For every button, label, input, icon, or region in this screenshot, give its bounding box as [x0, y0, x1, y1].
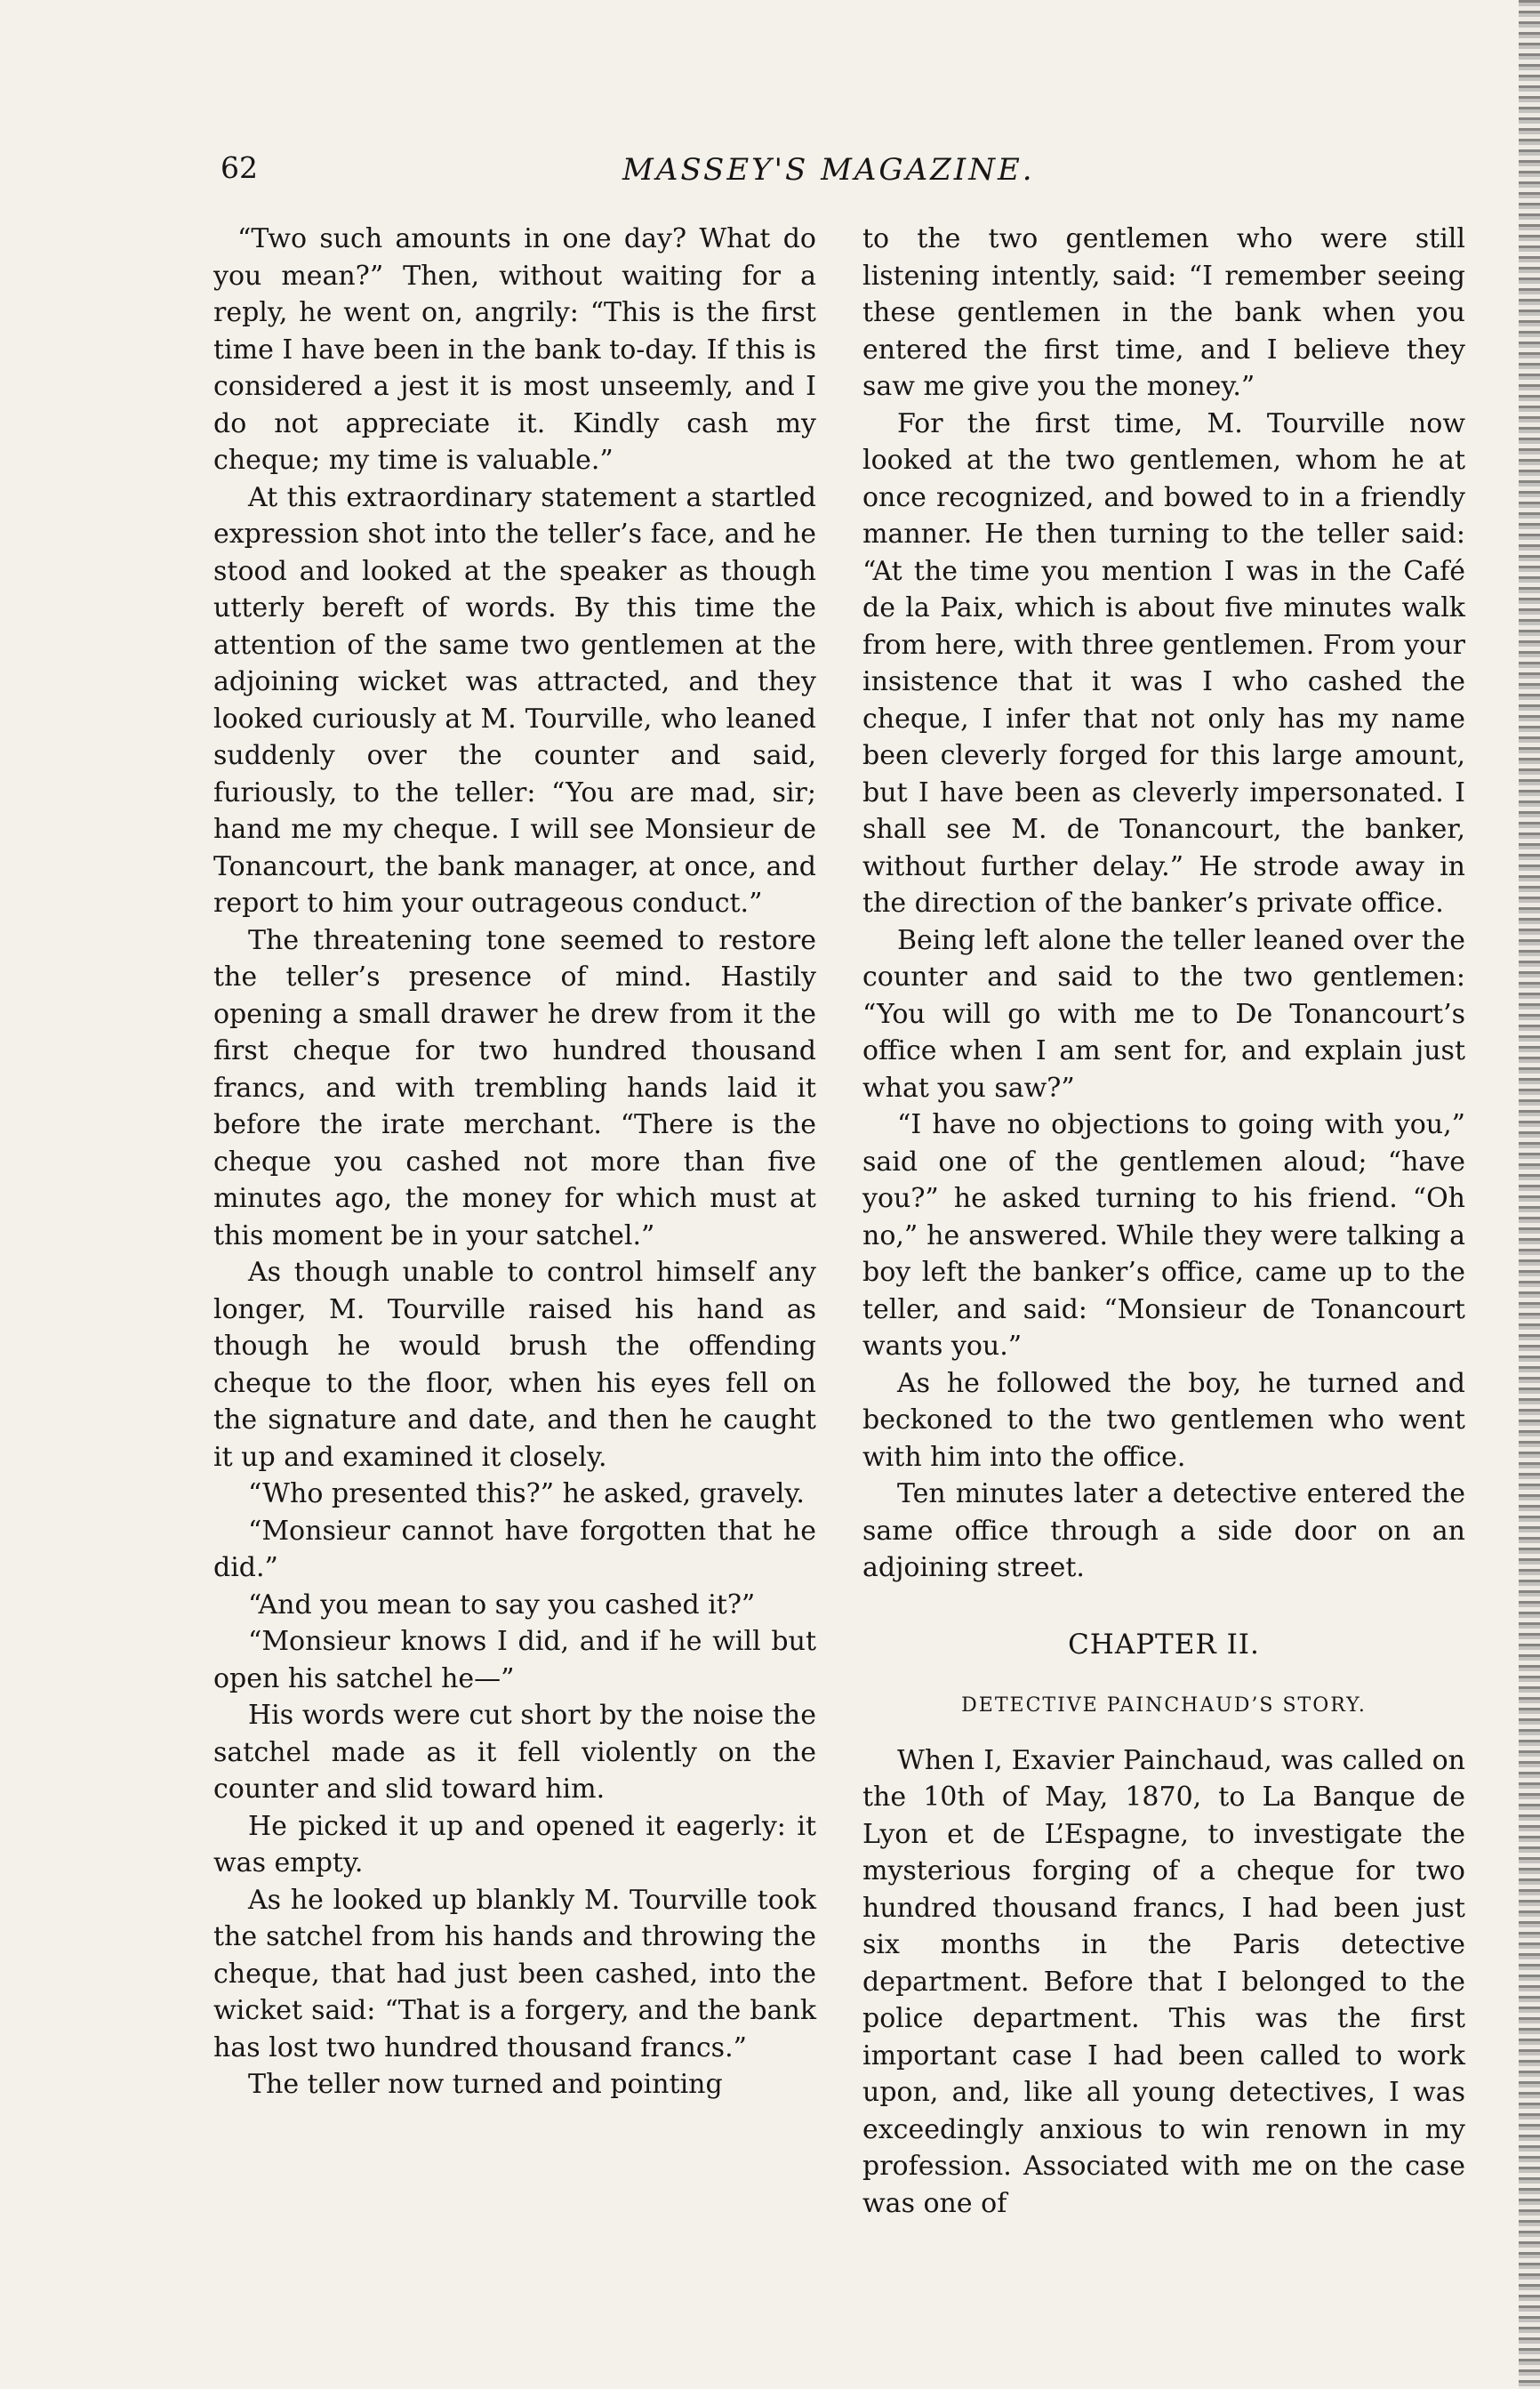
page-edge-scan	[1519, 0, 1540, 2389]
chapter-subtitle: DETECTIVE PAINCHAUD’S STORY.	[961, 1693, 1367, 1717]
chapter-heading: CHAPTER II.	[1068, 1628, 1260, 1661]
paragraph: The threatening tone seemed to restore the teller’s presence of mind. Hastily opening a small drawer he drew from it the first cheque for two hundred thousand francs, and with trembling hands laid it before the irate merchant. “There is the cheque you cashed not more than five minutes ago, the money for which must at this moment be in your satchel.”	[213, 924, 816, 1251]
paragraph: As though unable to control himself any longer, M. Tourville raised his hand as though he would brush the offending cheque to the floor, when his eyes fell on the signature and date, and then he caught it up and examined it closely.	[213, 1257, 816, 1473]
paragraph: As he followed the boy, he turned and beckoned to the two gentlemen who went with him into the office.	[862, 1367, 1465, 1473]
left-column	[213, 221, 816, 2103]
paragraph: Ten minutes later a detective entered the same office through a side door on an adjoining street.	[862, 1478, 1465, 1583]
paragraph: When I, Exavier Painchaud, was called on the 10th of May, 1870, to La Banque de Lyon et de L’Espagne, to investigate the mysterious forging of a cheque for two hundred thousand francs, I had been just six months in the Paris detective department. Before that I belonged to the police department. This was the first important case I had been called to work upon, and, like all young detectives, I was exceedingly anxious to win renown in my profession. Associated with me on the case was one of	[862, 1744, 1465, 2219]
running-title: MASSEY'S MAGAZINE.	[622, 152, 1035, 188]
page-number: 62	[221, 150, 258, 185]
paragraph: His words were cut short by the noise the satchel made as it fell violently on the counter and slid toward him.	[213, 1700, 816, 1805]
paragraph: “Who presented this?” he asked, gravely.	[248, 1478, 805, 1509]
paragraph: Being left alone the teller leaned over the counter and said to the two gentlemen: “You will go with me to De Tonancourt’s office when I am sent for, and explain just what you saw?”	[862, 924, 1465, 1104]
paragraph: “Two such amounts in one day? What do you mean?” Then, without waiting for a reply, he went on, angrily: “This is the first time I have been in the bank to-day. If this is considered a jest it is most unseemly, and I do not appreciate it. Kindly cash my cheque; my time is valuable.”	[213, 223, 816, 476]
paragraph: “Monsieur knows I did, and if he will but open his satchel he—”	[213, 1626, 816, 1694]
paragraph: As he looked up blankly M. Tourville took the satchel from his hands and throwing the cheque, that had just been cashed, into the wicket said: “That is a forgery, and the bank has lost two hundred thousand francs.”	[213, 1884, 816, 2063]
paragraph: For the first time, M. Tourville now looked at the two gentlemen, whom he at once recognized, and bowed to in a friendly manner. He then turning to the teller said: “At the time you mention I was in the Café de la Paix, which is about five minutes walk from here, with three gentlemen. From your insistence that it was I who cashed the cheque, I infer that not only has my name been cleverly forged for this large amount, but I have been as cleverly impersonated. I shall see M. de Tonancourt, the banker, without further delay.” He strode away in the direction of the banker’s private office.	[862, 407, 1465, 919]
paragraph: At this extraordinary statement a startled expression shot into the teller’s face, and he stood and looked at the speaker as though utterly bereft of words. By this time the attention of the same two gentlemen at the adjoining wicket was attracted, and they looked curiously at M. Tourville, who leaned suddenly over the counter and said, furiously, to the teller: “You are mad, sir; hand me my cheque. I will see Monsieur de Tonancourt, the bank manager, at once, and report to him your outrageous conduct.”	[213, 481, 816, 919]
paragraph: The teller now turned and pointing	[248, 2069, 723, 2100]
paragraph: “Monsieur cannot have forgotten that he did.”	[213, 1515, 816, 1583]
paragraph: “I have no objections to going with you,” said one of the gentlemen aloud; “have you?” he asked turning to his friend. “Oh no,” he answered. While they were talking a boy left the banker’s office, came up to the teller, and said: “Monsieur de Tonancourt wants you.”	[862, 1109, 1465, 1362]
right-column	[862, 221, 1465, 2222]
paragraph: to the two gentlemen who were still listening intently, said: “I remember seeing these gentlemen in the bank when you entered the first time, and I believe they saw me give you the money.”	[862, 223, 1465, 402]
paragraph: “And you mean to say you cashed it?”	[248, 1589, 756, 1621]
paragraph: He picked it up and opened it eagerly: it was empty.	[213, 1810, 816, 1878]
